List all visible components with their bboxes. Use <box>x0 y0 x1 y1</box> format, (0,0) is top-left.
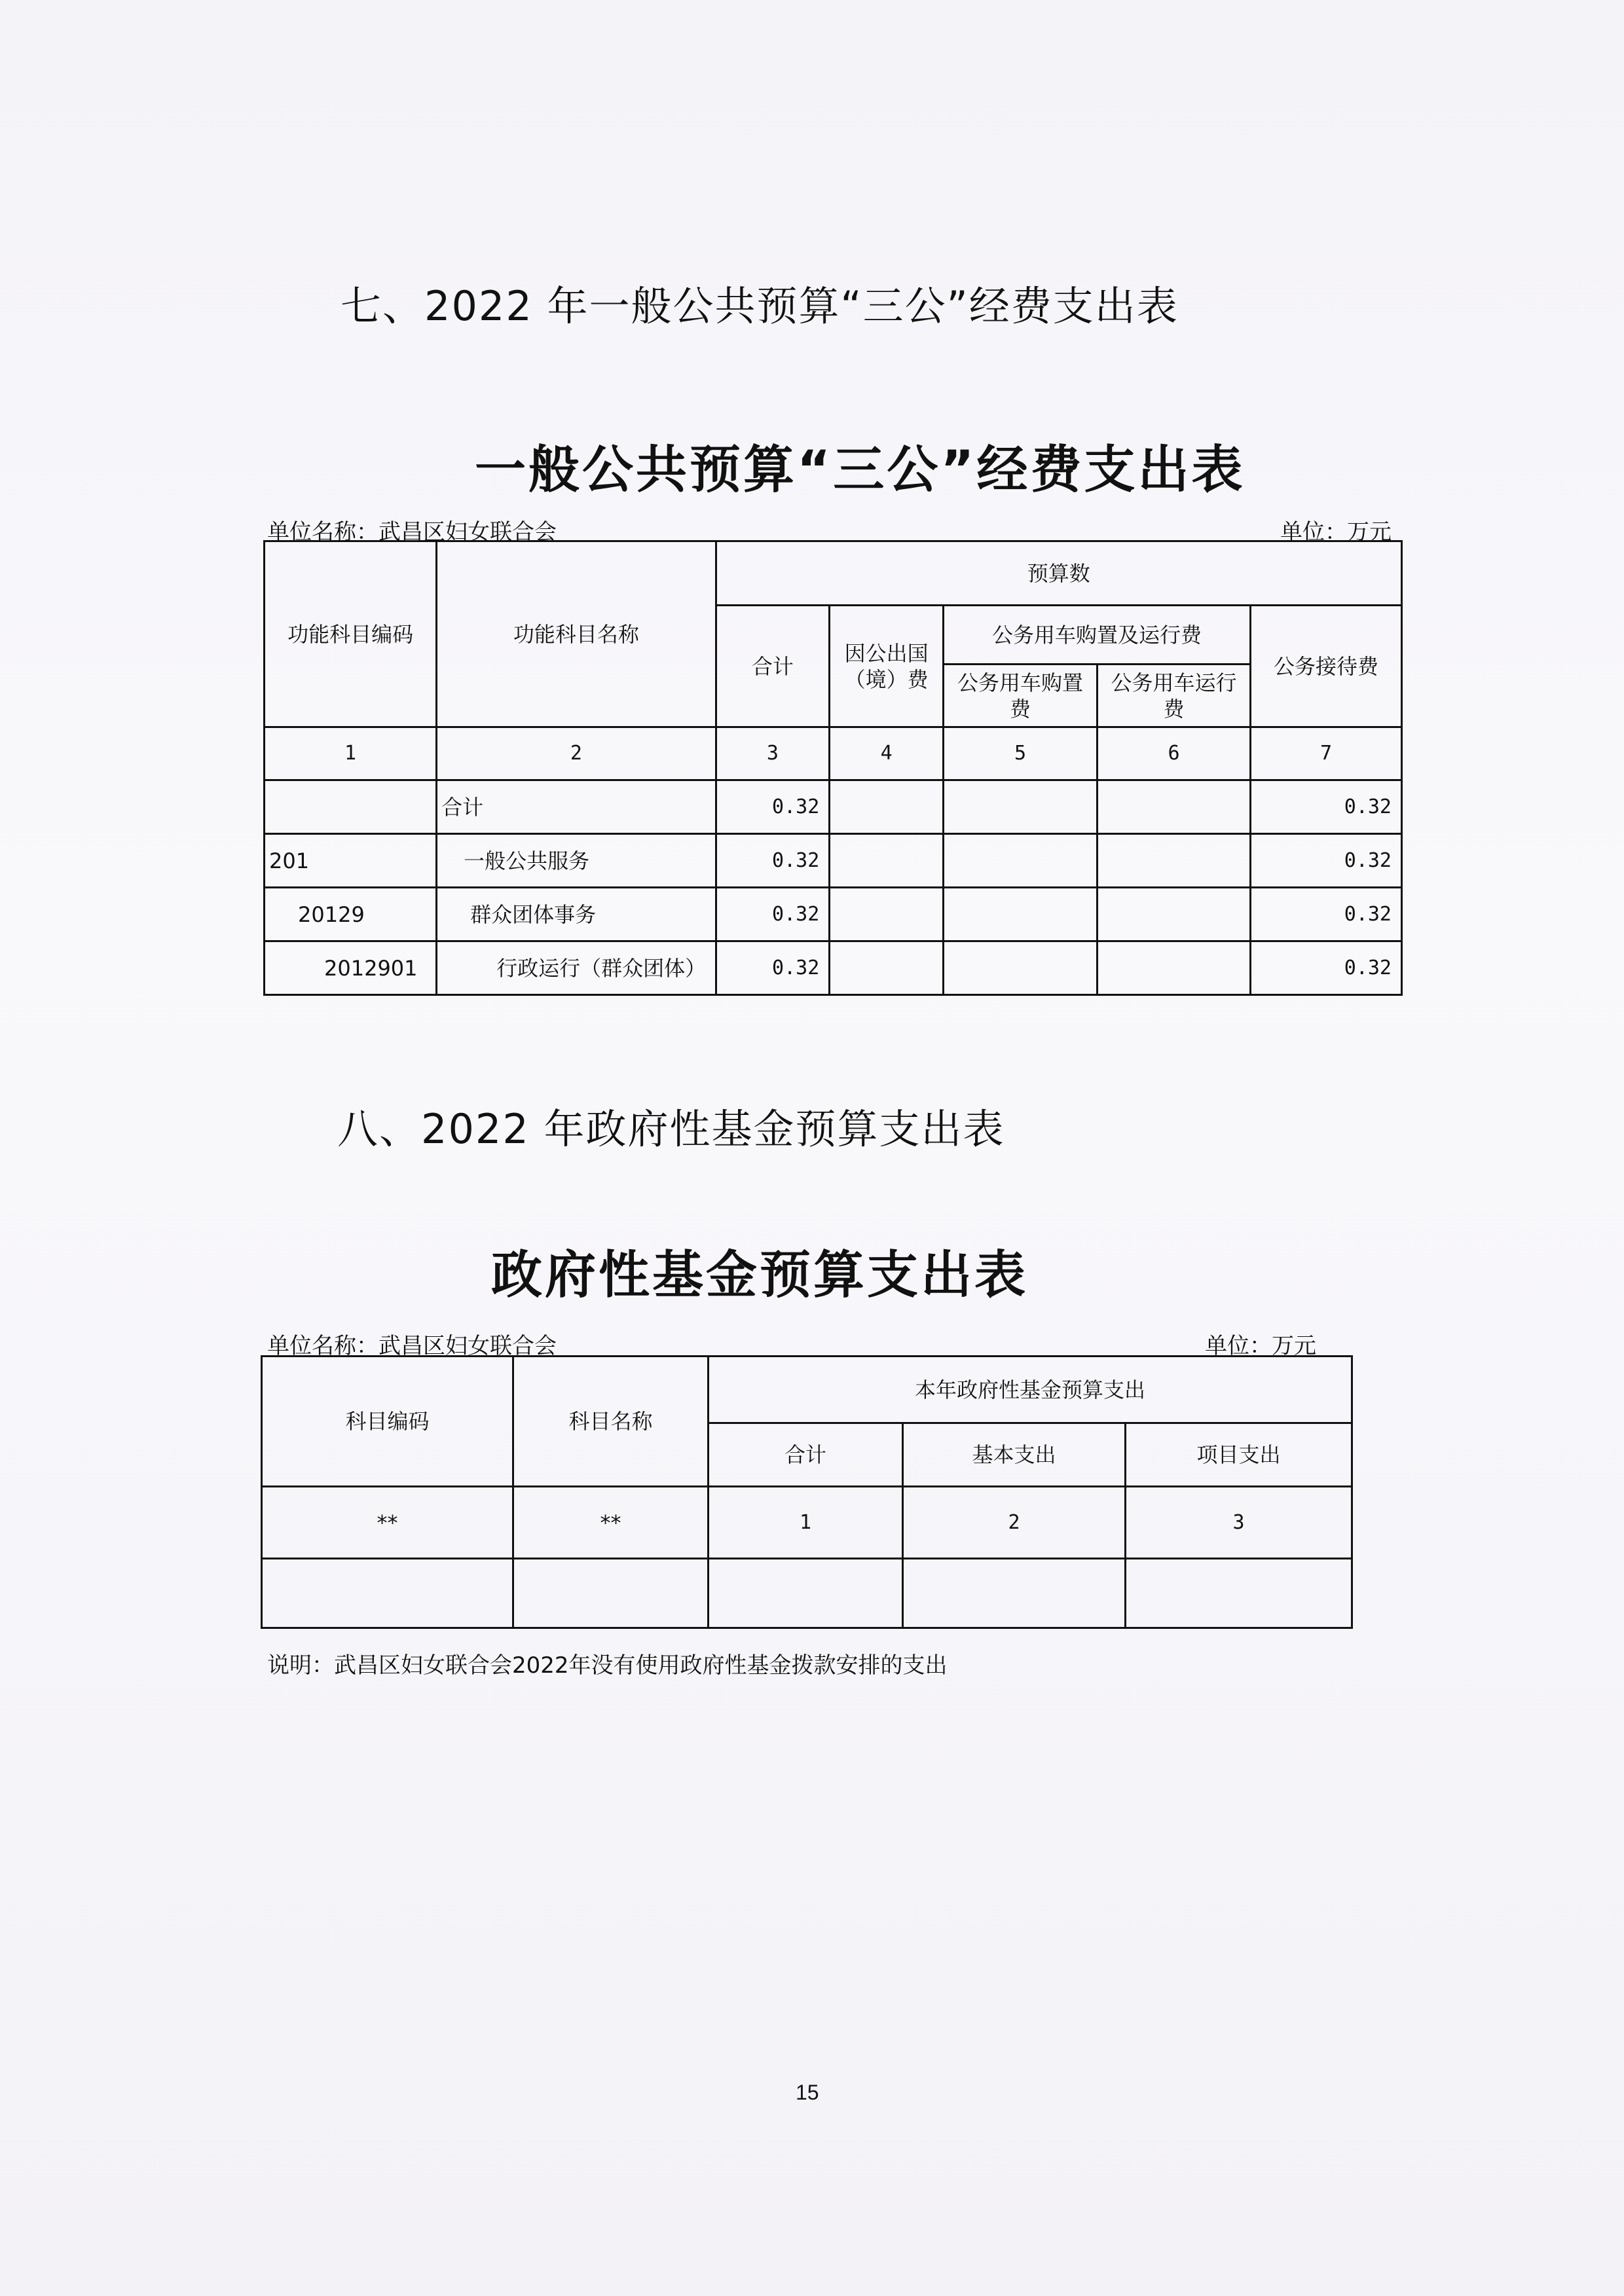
header-vehicle-operation: 公务用车运行费 <box>1098 665 1251 727</box>
row-name: 一般公共服务 <box>437 834 716 888</box>
row-code: ** <box>262 1487 513 1559</box>
header-vehicle-purchase: 公务用车购置费 <box>943 665 1097 727</box>
header-reception: 公务接待费 <box>1251 606 1402 727</box>
row-name: 群众团体事务 <box>437 888 716 941</box>
empty-cell <box>513 1559 709 1628</box>
row-abroad <box>830 834 944 888</box>
row-vehicle-purchase <box>943 888 1097 941</box>
row-total: 0.32 <box>716 834 830 888</box>
fund-note: 说明：武昌区妇女联合会2022年没有使用政府性基金拨款安排的支出 <box>267 1652 948 1679</box>
col-number-2: 2 <box>437 727 716 780</box>
section-7-heading: 七、2022 年一般公共预算“三公”经费支出表 <box>341 282 1179 330</box>
row-project: 3 <box>1126 1487 1352 1559</box>
col-number-4: 4 <box>830 727 944 780</box>
empty-cell <box>262 1559 513 1628</box>
col-number-6: 6 <box>1098 727 1251 780</box>
row-total: 0.32 <box>716 888 830 941</box>
empty-cell <box>903 1559 1126 1628</box>
header-abroad: 因公出国（境）费 <box>830 606 944 727</box>
header-function-name: 功能科目名称 <box>437 541 716 727</box>
header-subject-code: 科目编码 <box>262 1357 513 1487</box>
row-code: 2012901 <box>265 941 437 995</box>
row-abroad <box>830 780 944 834</box>
three-public-expense-table <box>263 540 1403 996</box>
row-vehicle-purchase <box>943 941 1097 995</box>
section-8-table-title: 政府性基金预算支出表 <box>491 1246 1029 1305</box>
table-row <box>265 941 1402 995</box>
row-total: 0.32 <box>716 780 830 834</box>
row-code <box>265 780 437 834</box>
table-row <box>265 780 1402 834</box>
table-row <box>265 888 1402 941</box>
header-fund-total: 合计 <box>709 1423 903 1487</box>
row-name: 行政运行（群众团体） <box>437 941 716 995</box>
col-number-5: 5 <box>943 727 1097 780</box>
header-vehicle-group: 公务用车购置及运行费 <box>943 606 1250 665</box>
page-number: 15 <box>796 2081 819 2104</box>
row-reception: 0.32 <box>1251 780 1402 834</box>
row-name: ** <box>513 1487 709 1559</box>
row-abroad <box>830 941 944 995</box>
col-number-3: 3 <box>716 727 830 780</box>
header-budget: 预算数 <box>716 541 1401 606</box>
row-total: 0.32 <box>716 941 830 995</box>
header-project-expense: 项目支出 <box>1126 1423 1352 1487</box>
header-fund-group: 本年政府性基金预算支出 <box>709 1357 1352 1423</box>
row-code: 201 <box>265 834 437 888</box>
header-basic-expense: 基本支出 <box>903 1423 1126 1487</box>
section-8-unit-name: 单位名称：武昌区妇女联合会 <box>267 1333 557 1359</box>
header-function-code: 功能科目编码 <box>265 541 437 727</box>
row-code: 20129 <box>265 888 437 941</box>
row-vehicle-purchase <box>943 780 1097 834</box>
row-vehicle-operation <box>1098 941 1251 995</box>
section-7-table-title: 一般公共预算“三公”经费支出表 <box>475 441 1246 500</box>
row-reception: 0.32 <box>1251 941 1402 995</box>
col-number-1: 1 <box>265 727 437 780</box>
header-total: 合计 <box>716 606 830 727</box>
row-vehicle-operation <box>1098 888 1251 941</box>
col-number-7: 7 <box>1251 727 1402 780</box>
row-name: 合计 <box>437 780 716 834</box>
header-subject-name: 科目名称 <box>513 1357 709 1487</box>
empty-cell <box>709 1559 903 1628</box>
section-7-unit: 单位：万元 <box>1280 519 1392 545</box>
row-vehicle-operation <box>1098 780 1251 834</box>
table-row <box>262 1559 1352 1628</box>
row-vehicle-purchase <box>943 834 1097 888</box>
row-reception: 0.32 <box>1251 834 1402 888</box>
section-7-unit-name: 单位名称：武昌区妇女联合会 <box>267 519 557 545</box>
table-row <box>265 834 1402 888</box>
empty-cell <box>1126 1559 1352 1628</box>
row-reception: 0.32 <box>1251 888 1402 941</box>
section-8-heading: 八、2022 年政府性基金预算支出表 <box>337 1105 1005 1153</box>
row-vehicle-operation <box>1098 834 1251 888</box>
row-total: 1 <box>709 1487 903 1559</box>
row-basic: 2 <box>903 1487 1126 1559</box>
row-abroad <box>830 888 944 941</box>
table-row <box>262 1487 1352 1559</box>
section-8-unit: 单位：万元 <box>1205 1333 1316 1359</box>
government-fund-table <box>261 1355 1353 1629</box>
